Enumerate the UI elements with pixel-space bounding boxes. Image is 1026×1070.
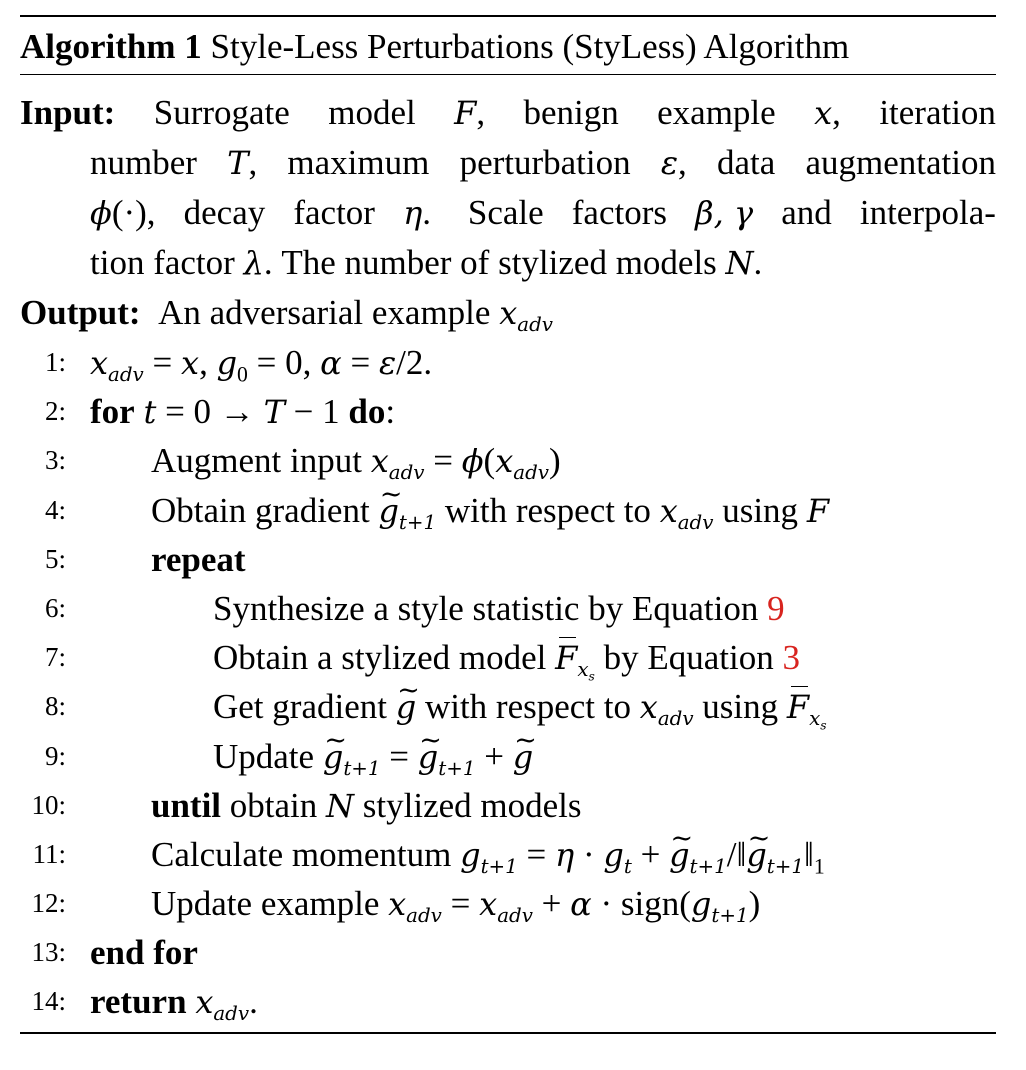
step-number: 4: — [44, 494, 66, 525]
step-number: 8: — [44, 691, 66, 722]
step-number: 5: — [44, 543, 66, 574]
step-number: 12: — [31, 888, 66, 919]
step-content: Update example $x_{adv} = x_{adv} + \alpha$ · $sign(g_{t+1})$ — [151, 884, 761, 927]
step-number: 11: — [32, 838, 66, 869]
step-content: end for — [90, 933, 198, 973]
equation-ref-link[interactable]: 3 — [782, 638, 800, 678]
step-number: 6: — [44, 592, 66, 623]
step-content: Augment input $x_{adv} = \phi(x_{adv})$ — [151, 441, 561, 485]
step-content: $x_{adv} = x$, $g_0 = 0$, α = ε/2. — [90, 343, 433, 387]
step-content: repeat — [151, 539, 246, 579]
step-10 — [20, 781, 996, 830]
step-content: Obtain gradient ~ $g_{t+1}$ with respect to $x_{adv}$ using F — [151, 486, 829, 536]
step-11 — [20, 830, 996, 879]
step-12 — [20, 879, 996, 928]
input-line-2: number T, maximum perturbation ε, data augmentation — [90, 143, 996, 182]
step-number: 9: — [44, 740, 66, 771]
step-3 — [20, 436, 996, 485]
step-7 — [20, 633, 996, 682]
input-line-4: tion factor λ. The number of stylized models N. — [90, 243, 763, 282]
step-content: Obtain a stylized model $F_{x_s}$ by Equation 3 — [213, 633, 800, 683]
algorithm-title: Style-Less Perturbations (StyLess) Algorithm — [210, 27, 850, 66]
step-number: 1: — [44, 347, 66, 377]
step-content: Get gradient ~ g with respect to $x_{adv}$ using $F_{x_s}$ — [213, 682, 827, 732]
step-2 — [20, 387, 996, 436]
input-line-3: ϕ(·), decay factor η. Scale factors β, γ and interpola- — [90, 193, 996, 232]
step-content: until obtain N stylized models — [151, 785, 582, 825]
output-section: Output: An adversarial example $x_{adv}$ — [20, 293, 553, 336]
algorithm-caption — [20, 27, 849, 67]
algorithm-label: Algorithm 1 — [20, 27, 202, 66]
bottom-rule — [20, 1032, 996, 1034]
step-number: 2: — [44, 396, 66, 427]
output-label: Output: — [20, 293, 141, 332]
step-content: Synthesize a style statistic by Equation 9 — [213, 588, 785, 628]
top-rule — [20, 15, 996, 17]
caption-rule — [20, 74, 996, 75]
step-14 — [20, 977, 996, 1026]
step-number: 13: — [31, 937, 66, 968]
step-8 — [20, 682, 996, 731]
step-content: Update ~ $g_{t+1}$ = ~ $g_{t+1}$ + ~ g — [213, 732, 533, 782]
step-1 — [20, 338, 996, 387]
step-9 — [20, 732, 996, 781]
step-5 — [20, 535, 996, 584]
input-line-1: Input: Surrogate model F, benign example x, iteration — [20, 88, 996, 138]
step-content: Calculate momentum $g_{t+1} = \eta \cdot g_t$ + ~ $g_{t+1}/‖\sim$ $g_{t+1}‖_1$ — [151, 830, 825, 880]
step-13 — [20, 928, 996, 977]
input-section — [20, 88, 996, 288]
equation-ref-link[interactable]: 9 — [767, 588, 785, 628]
input-label: Input: — [20, 93, 116, 132]
step-number: 3: — [44, 445, 66, 476]
step-6 — [20, 584, 996, 633]
step-number: 14: — [31, 986, 66, 1017]
algorithm-steps — [20, 338, 996, 1027]
step-content: return $x_{adv}$. — [90, 982, 258, 1026]
step-content: for t = 0 → T − 1 do: — [90, 392, 396, 432]
step-number: 7: — [44, 642, 66, 673]
step-number: 10: — [31, 789, 66, 820]
step-4 — [20, 486, 996, 535]
